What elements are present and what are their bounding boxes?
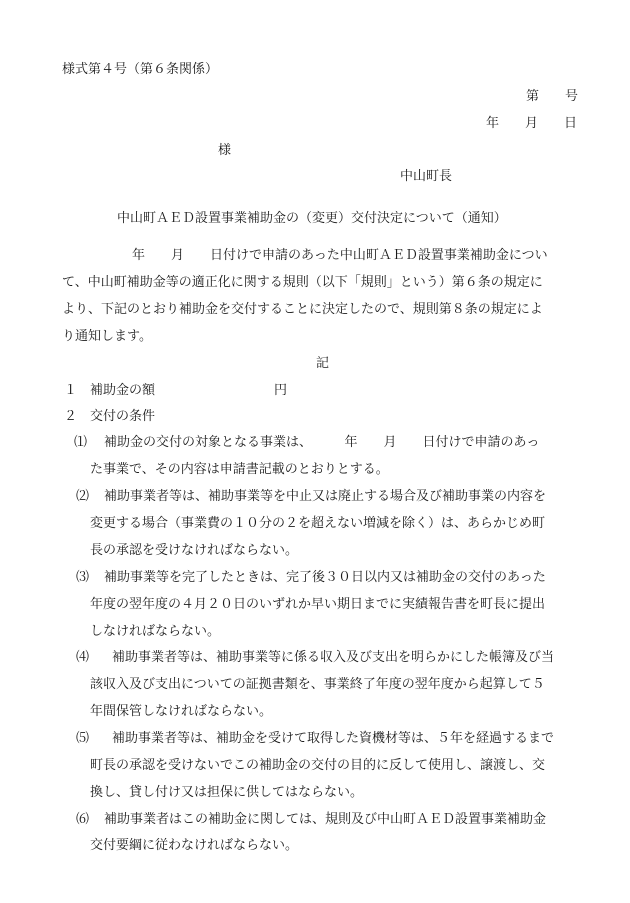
condition-number: ⑴ (74, 435, 88, 450)
body-line: より、下記のとおり補助金を交付することに決定したので、規則第８条の規定によ (62, 302, 543, 317)
condition-line: 年間保管しなければならない。 (90, 704, 273, 719)
body-line: 年 月 日付けで申請のあった中山町ＡＥＤ設置事業補助金につい (132, 248, 548, 263)
condition-number: ⑸ (76, 731, 90, 746)
ki-heading: 記 (316, 356, 330, 371)
condition-line: 町長の承認を受けないでこの補助金の交付の目的に反して使用し、譲渡し、交 (90, 758, 546, 773)
condition-number: ⑵ (76, 489, 90, 504)
condition-number: ⑷ (76, 650, 90, 665)
condition-line: 交付要綱に従わなければならない。 (90, 838, 299, 853)
addressee-suffix: 様 (218, 143, 232, 158)
item-amount-unit: 円 (274, 383, 288, 398)
document-title: 中山町ＡＥＤ設置事業補助金の（変更）交付決定について（通知） (117, 211, 507, 226)
condition-line: 補助事業等を完了したときは、完了後３０日以内又は補助金の交付のあった (104, 570, 546, 585)
condition-line: 年度の翌年度の４月２０日のいずれか早い期日までに実績報告書を町長に提出 (90, 597, 546, 612)
document-number: 第 号 (526, 89, 579, 104)
issue-date: 年 月 日 (486, 116, 578, 131)
condition-line: た事業で、その内容は申請書記載のとおりとする。 (90, 462, 389, 477)
condition-line: 長の承認を受けなければならない。 (90, 543, 299, 558)
item-conditions-label: ２ 交付の条件 (64, 409, 156, 424)
condition-number: ⑹ (76, 812, 90, 827)
condition-line: 変更する場合（事業費の１０分の２を超えない増減を除く）は、あらかじめ町 (90, 516, 546, 531)
condition-line: 補助事業者等は、補助事業等に係る収入及び支出を明らかにした帳簿及び当 (112, 650, 555, 665)
sender-name: 中山町長 (400, 169, 453, 184)
body-line: り通知します。 (62, 329, 152, 344)
condition-line: 換し、貸し付け又は担保に供してはならない。 (90, 785, 364, 800)
item-amount-label: １ 補助金の額 (64, 383, 156, 398)
body-line: て、中山町補助金等の適正化に関する規則（以下「規則」という）第６条の規定に (62, 275, 543, 290)
condition-line: 補助金の交付の対象となる事業は、 年 月 日付けで申請のあっ (104, 435, 540, 450)
condition-number: ⑶ (76, 570, 90, 585)
condition-line: 補助事業者等は、補助金を受けて取得した資機材等は、５年を経過するまで (112, 731, 555, 746)
condition-line: しなければならない。 (90, 624, 221, 639)
condition-line: 補助事業者等は、補助事業等を中止又は廃止する場合及び補助事業の内容を (104, 489, 547, 504)
form-number: 様式第４号（第６条関係） (62, 62, 219, 77)
condition-line: 該収入及び支出についての証拠書類を、事業終了年度の翌年度から起算して５ (90, 677, 545, 692)
condition-line: 補助事業者はこの補助金に関しては、規則及び中山町ＡＥＤ設置事業補助金 (104, 812, 547, 827)
